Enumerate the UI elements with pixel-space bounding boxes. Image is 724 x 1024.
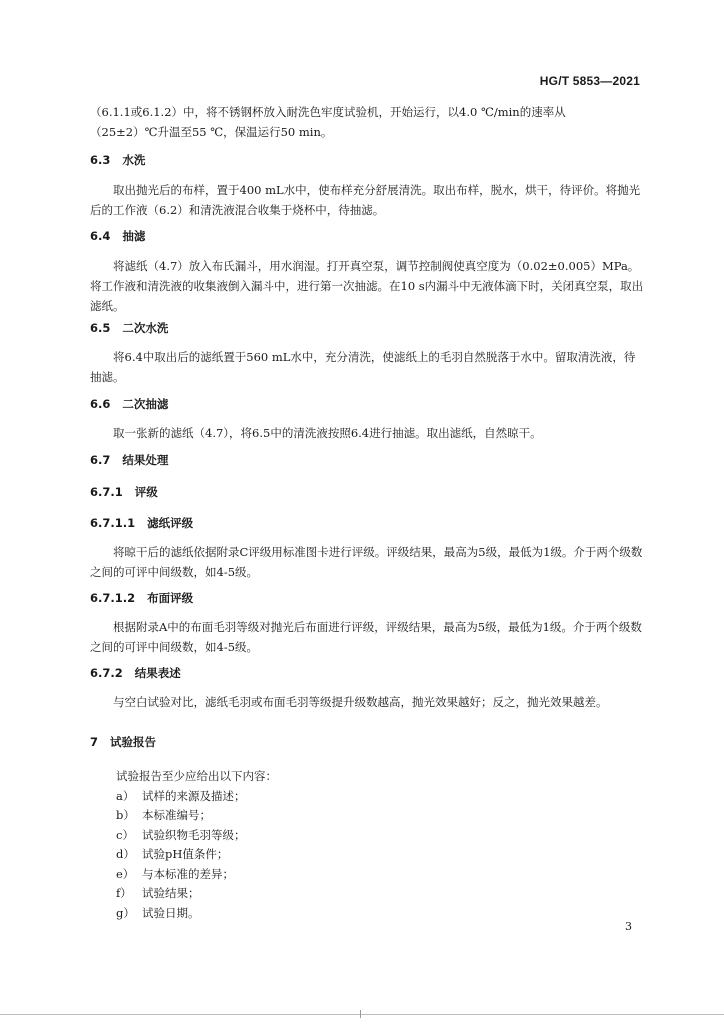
list-item-text: 试样的来源及描述； bbox=[142, 788, 246, 803]
heading-title: 滤纸评级 bbox=[147, 516, 194, 530]
standard-code: HG/T 5853—2021 bbox=[539, 74, 640, 88]
heading-6-4 bbox=[90, 228, 145, 244]
paragraph-6-5: 将6.4中取出后的滤纸置于560 mL水中，充分清洗，使滤纸上的毛羽自然脱落于水中。留取清洗液，待抽滤。 bbox=[90, 350, 636, 384]
list-item bbox=[116, 865, 277, 885]
page-number: 3 bbox=[625, 920, 632, 933]
heading-title: 结果表述 bbox=[134, 666, 181, 680]
heading-6-3 bbox=[90, 152, 145, 168]
heading-7 bbox=[90, 734, 156, 750]
list-item bbox=[116, 806, 277, 826]
intro-line-2: （25±2）℃升温至55 ℃，保温运行50 min。 bbox=[90, 125, 333, 139]
heading-title: 二次水洗 bbox=[122, 321, 169, 335]
heading-number: 6.7.1.1 bbox=[90, 516, 136, 530]
list-item bbox=[116, 904, 277, 924]
report-items-list bbox=[116, 767, 277, 923]
heading-title: 评级 bbox=[134, 485, 158, 499]
list-item bbox=[116, 884, 277, 904]
heading-6-7 bbox=[90, 452, 168, 468]
heading-number: 7 bbox=[90, 735, 99, 749]
paragraph-6-7-2: 与空白试验对比，滤纸毛羽或布面毛羽等级提升级数越高，抛光效果越好；反之，抛光效果越差。 bbox=[113, 695, 608, 709]
heading-number: 6.5 bbox=[90, 321, 111, 335]
list-item-marker: d） bbox=[116, 847, 135, 861]
paragraph-6-6: 取一张新的滤纸（4.7），将6.5中的清洗液按照6.4进行抽滤。取出滤纸，自然晾干。 bbox=[113, 426, 542, 440]
heading-6-7-1 bbox=[90, 484, 158, 500]
list-item-marker: a） bbox=[116, 788, 135, 803]
paragraph-6-4: 将滤纸（4.7）放入布氏漏斗，用水润湿。打开真空泵，调节控制阀使真空度为（0.02±0.005）MPa。将工作液和清洗液的收集液倒入漏斗中，进行第一次抽滤。在10 s内漏斗中无液体滴下时，关闭真空泵，取出滤纸。 bbox=[90, 259, 644, 313]
list-item bbox=[116, 787, 277, 807]
heading-title: 结果处理 bbox=[122, 453, 169, 467]
heading-number: 6.7.1 bbox=[90, 485, 123, 499]
list-item-marker: e） bbox=[116, 866, 135, 881]
page-bottom-tick bbox=[360, 1010, 361, 1018]
list-item-text: 试验日期。 bbox=[142, 905, 200, 920]
list-item-marker: g） bbox=[116, 905, 135, 920]
heading-number: 6.7.2 bbox=[90, 666, 123, 680]
heading-number: 6.6 bbox=[90, 397, 111, 411]
heading-number: 6.3 bbox=[90, 153, 111, 167]
list-item bbox=[116, 845, 277, 865]
heading-number: 6.7.1.2 bbox=[90, 591, 136, 605]
heading-title: 抽滤 bbox=[122, 229, 146, 243]
heading-number: 6.7 bbox=[90, 453, 111, 467]
list-item-text: 试验结果； bbox=[142, 886, 200, 900]
paragraph-6-7-1-1: 将晾干后的滤纸依据附录C评级用标准图卡进行评级。评级结果，最高为5级，最低为1级。介于两个级数之间的可评中间级数，如4-5级。 bbox=[90, 545, 643, 579]
list-item-marker: f） bbox=[116, 886, 132, 900]
heading-6-7-1-1 bbox=[90, 515, 193, 531]
heading-title: 水洗 bbox=[122, 153, 146, 167]
heading-6-6 bbox=[90, 396, 168, 412]
intro-line-1: （6.1.1或6.1.2）中，将不锈钢杯放入耐洗色牢度试验机，开始运行，以4.0 ℃/min的速率从 bbox=[90, 105, 566, 119]
list-item-text: 与本标准的差异； bbox=[142, 866, 234, 881]
list-item-marker: b） bbox=[116, 808, 135, 822]
report-lead: 试验报告至少应给出以下内容： bbox=[116, 769, 277, 783]
heading-6-7-1-2 bbox=[90, 590, 193, 606]
list-item bbox=[116, 826, 277, 846]
heading-title: 布面评级 bbox=[147, 591, 194, 605]
heading-title: 试验报告 bbox=[110, 735, 157, 749]
paragraph-6-7-1-2: 根据附录A中的布面毛羽等级对抛光后布面进行评级，评级结果，最高为5级，最低为1级。介于两个级数之间的可评中间级数，如4-5级。 bbox=[90, 620, 642, 654]
heading-title: 二次抽滤 bbox=[122, 397, 169, 411]
list-item-text: 试验织物毛羽等级； bbox=[142, 827, 246, 842]
list-item-text: 试验pH值条件； bbox=[142, 847, 229, 861]
page-bottom-rule bbox=[0, 1014, 724, 1015]
list-item-text: 本标准编号； bbox=[142, 808, 211, 822]
heading-number: 6.4 bbox=[90, 229, 111, 243]
list-item-marker: c） bbox=[116, 827, 134, 842]
heading-6-5 bbox=[90, 320, 168, 336]
paragraph-6-3: 取出抛光后的布样，置于400 mL水中，使布样充分舒展清洗。取出布样，脱水，烘干，待评价。将抛光后的工作液（6.2）和清洗液混合收集于烧杯中，待抽滤。 bbox=[90, 183, 641, 217]
intro-paragraph bbox=[90, 102, 646, 142]
heading-6-7-2 bbox=[90, 665, 181, 681]
